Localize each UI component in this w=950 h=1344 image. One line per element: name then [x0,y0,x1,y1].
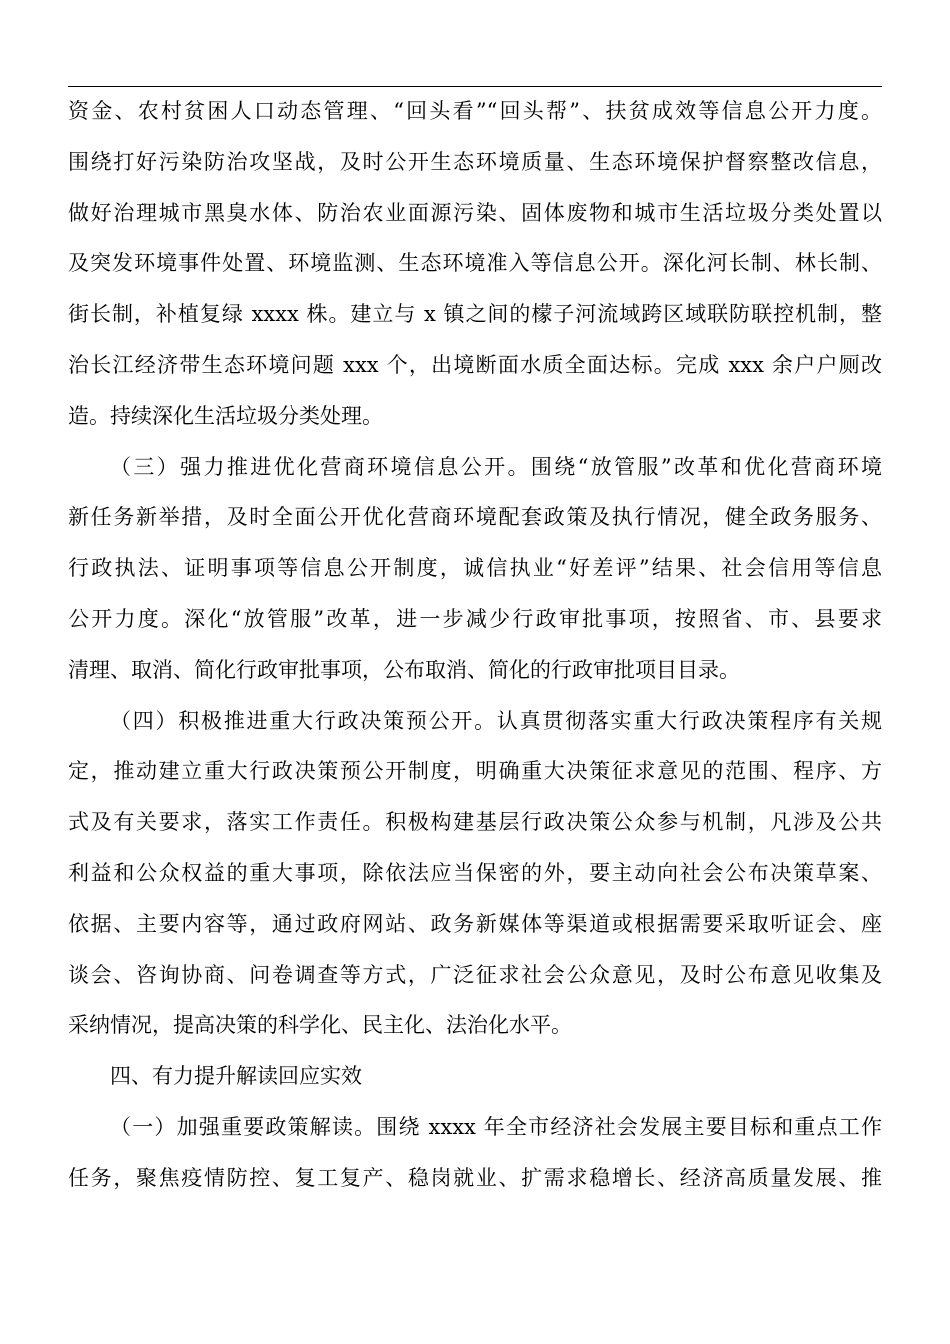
text-line: 利益和公众权益的重大事项，除依法应当保密的外，要主动向社会公布决策草案、 [68,860,882,885]
text-line: 式及有关要求，落实工作责任。积极构建基层行政决策公众参与机制，凡涉及公共 [68,810,882,835]
text-line: 做好治理城市黑臭水体、防治农业面源污染、固体废物和城市生活垃圾分类处置以 [68,200,882,225]
text-line: 治长江经济带生态环境问题 xxx 个，出境断面水质全面达标。完成 xxx 余户户厕改 [68,352,882,377]
text-line: 街长制，补植复绿 xxxx 株。建立与 x 镇之间的檬子河流域跨区域联防联控机制，整 [68,302,882,327]
paragraph-decision-disclosure [68,702,882,1058]
paragraph-business-environment [68,448,882,702]
text-line: （三）强力推进优化营商环境信息公开。围绕“放管服”改革和优化营商环境 [110,454,882,479]
heading-text: 四、有力提升解读回应实效 [110,1064,362,1089]
text-line: （四）积极推进重大行政决策预公开。认真贯彻落实重大行政决策程序有关规 [110,708,882,733]
text-line: 造。持续深化生活垃圾分类处理。 [68,403,383,428]
text-line: 谈会、咨询协商、问卷调查等方式，广泛征求社会公众意见，及时公布意见收集及 [68,962,882,987]
header-rule [68,86,882,87]
section-heading [68,1057,882,1108]
text-line: 任务，聚焦疫情防控、复工复产、稳岗就业、扩需求稳增长、经济高质量发展、推 [68,1165,882,1190]
text-line: 及突发环境事件处置、环境监测、生态环境准入等信息公开。深化河长制、林长制、 [68,251,882,276]
paragraph-continuation [68,92,882,448]
text-line: 依据、主要内容等，通过政府网站、政务新媒体等渠道或根据需要采取听证会、座 [68,911,882,936]
text-line: 采纳情况，提高决策的科学化、民主化、法治化水平。 [68,1013,572,1038]
text-line: 围绕打好污染防治攻坚战，及时公开生态环境质量、生态环境保护督察整改信息， [68,149,882,174]
paragraph-policy-interpretation [68,1108,882,1210]
text-line: 清理、取消、简化行政审批事项，公布取消、简化的行政审批项目目录。 [68,657,740,682]
text-line: 行政执法、证明事项等信息公开制度，诚信执业“好差评”结果、社会信用等信息 [68,556,882,581]
text-line: 资金、农村贫困人口动态管理、“回头看”“回头帮”、扶贫成效等信息公开力度。 [68,99,882,123]
document-body [68,92,882,1210]
text-line: （一）加强重要政策解读。围绕 xxxx 年全市经济社会发展主要目标和重点工作 [110,1114,882,1139]
text-line: 定，推动建立重大行政决策预公开制度，明确重大决策征求意见的范围、程序、方 [68,759,882,784]
text-line: 公开力度。深化“放管服”改革，进一步减少行政审批事项，按照省、市、县要求 [68,606,882,631]
text-line: 新任务新举措，及时全面公开优化营商环境配套政策及执行情况，健全政务服务、 [68,505,882,530]
